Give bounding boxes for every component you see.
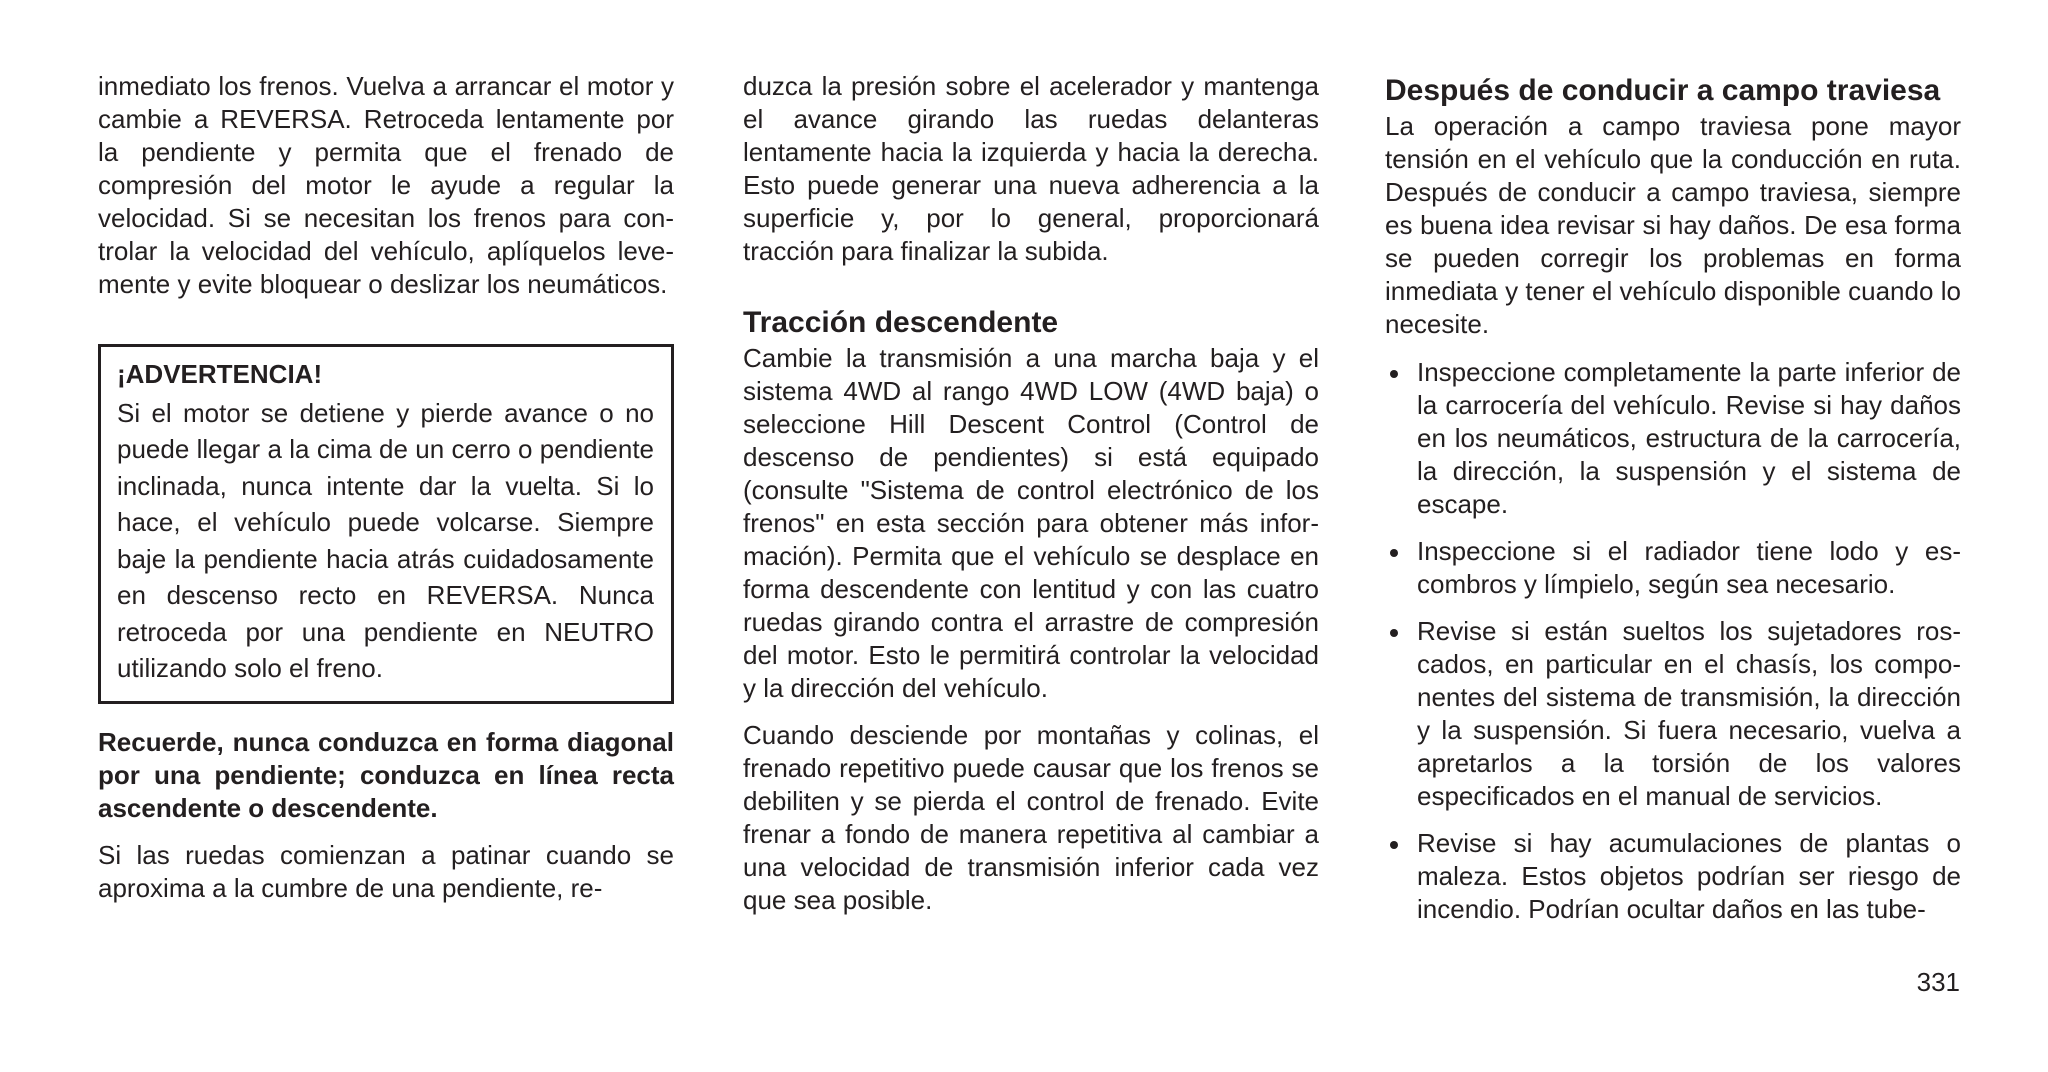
bullet-icon	[1390, 549, 1398, 557]
paragraph-wheels-slip: Si las ruedas comienzan a patinar cuando se aproxima a la cumbre de una pendiente, re-	[98, 839, 674, 903]
reminder-paragraph: Recuerde, nunca conduzca en forma diagonal por una pendiente; conduzca en línea recta ascendente o descendente.	[98, 726, 674, 823]
column-left	[98, 70, 674, 905]
paragraph-transmission: Cambie la transmisión a una marcha baja y el sistema 4WD al rango 4WD LOW (4WD baja) o seleccione Hill Descent Control (Control de descenso de pendientes) si está equipado (consulte "Sistema de control electrónico de los frenos" en esta sección para obtener más información). Permita que el vehículo se desplace en forma descendente con lentitud y con las cuatro ruedas girando contra el arrastre de compresión del motor. Esto le permitirá controlar la velocidad y la dirección del vehículo.	[743, 343, 1319, 703]
paragraph-mountains: Cuando desciende por montañas y colinas, el frenado repetitivo puede causar que los frenos se debiliten y se pierda el control de frenado. Evite frenar a fondo de manera repetitiva al cambiar a una velocidad de transmisión inferior cada vez que sea posible.	[743, 720, 1319, 915]
bullet-icon	[1390, 841, 1398, 849]
column-right	[1385, 70, 1961, 940]
column-middle	[743, 70, 1319, 917]
list-item: Revise si están sueltos los sujetadores roscados, en particular en el chasís, los componentes del sistema de transmisión, la dirección y la suspensión. Si fuera necesario, vuelva a apretarlos a la torsión de los valores especificados en el manual de servicios.	[1385, 615, 1961, 813]
page-number: 331	[1916, 967, 1960, 997]
list-item: Inspeccione si el radiador tiene lodo y escombros y límpielo, según sea necesario.	[1385, 535, 1961, 601]
inspection-list	[1385, 356, 1961, 926]
heading-descending-traction: Tracción descendente	[743, 306, 1059, 339]
paragraph-braking: inmediato los frenos. Vuelva a arrancar el motor y cambie a REVERSA. Retroceda lentamente por la pendiente y permita que el frenado de compresión del motor le ayude a regular la velocidad. Si se necesitan los frenos para controlar la velocidad del vehículo, aplíquelos levemente y evite bloquear o deslizar los neumáticos.	[98, 71, 674, 299]
paragraph-offroad: La operación a campo traviesa pone mayor tensión en el vehículo que la conducción en ruta. Después de conducir a campo traviesa, siempre es buena idea revisar si hay daños. De esa forma se pueden corregir los problemas en forma inmediata y tener el vehículo disponible cuando lo necesite.	[1385, 111, 1961, 339]
warning-title: ¡ADVERTENCIA!	[117, 359, 323, 389]
list-item: Revise si hay acumulaciones de plantas o maleza. Estos objetos podrían ser riesgo de incendio. Podrían ocultar daños en las tube-	[1385, 827, 1961, 926]
bullet-icon	[1390, 370, 1398, 378]
paragraph-accelerator: duzca la presión sobre el acelerador y mantenga el avance girando las ruedas delanteras lentamente hacia la izquierda y hacia la derecha. Esto puede generar una nueva adherencia a la superficie y, por lo general, proporcionará tracción para finalizar la subida.	[743, 71, 1319, 266]
warning-box	[98, 344, 674, 704]
warning-text: Si el motor se detiene y pierde avance o no puede llegar a la cima de un cerro o pendiente inclinada, nunca intente dar la vuelta. Si lo hace, el vehículo puede volcarse. Siempre baje la pendiente hacia atrás cuidadosamente en descenso recto en REVERSA. Nunca retroceda por una pendiente en NEUTRO utilizando solo el freno.	[117, 397, 654, 683]
list-item: Inspeccione completamente la parte inferior de la carrocería del vehículo. Revise si hay daños en los neumáticos, estructura de la carrocería, la dirección, la suspensión y el sistema de escape.	[1385, 356, 1961, 521]
heading-after-offroad: Después de conducir a campo traviesa	[1385, 74, 1941, 107]
bullet-icon	[1390, 629, 1398, 637]
